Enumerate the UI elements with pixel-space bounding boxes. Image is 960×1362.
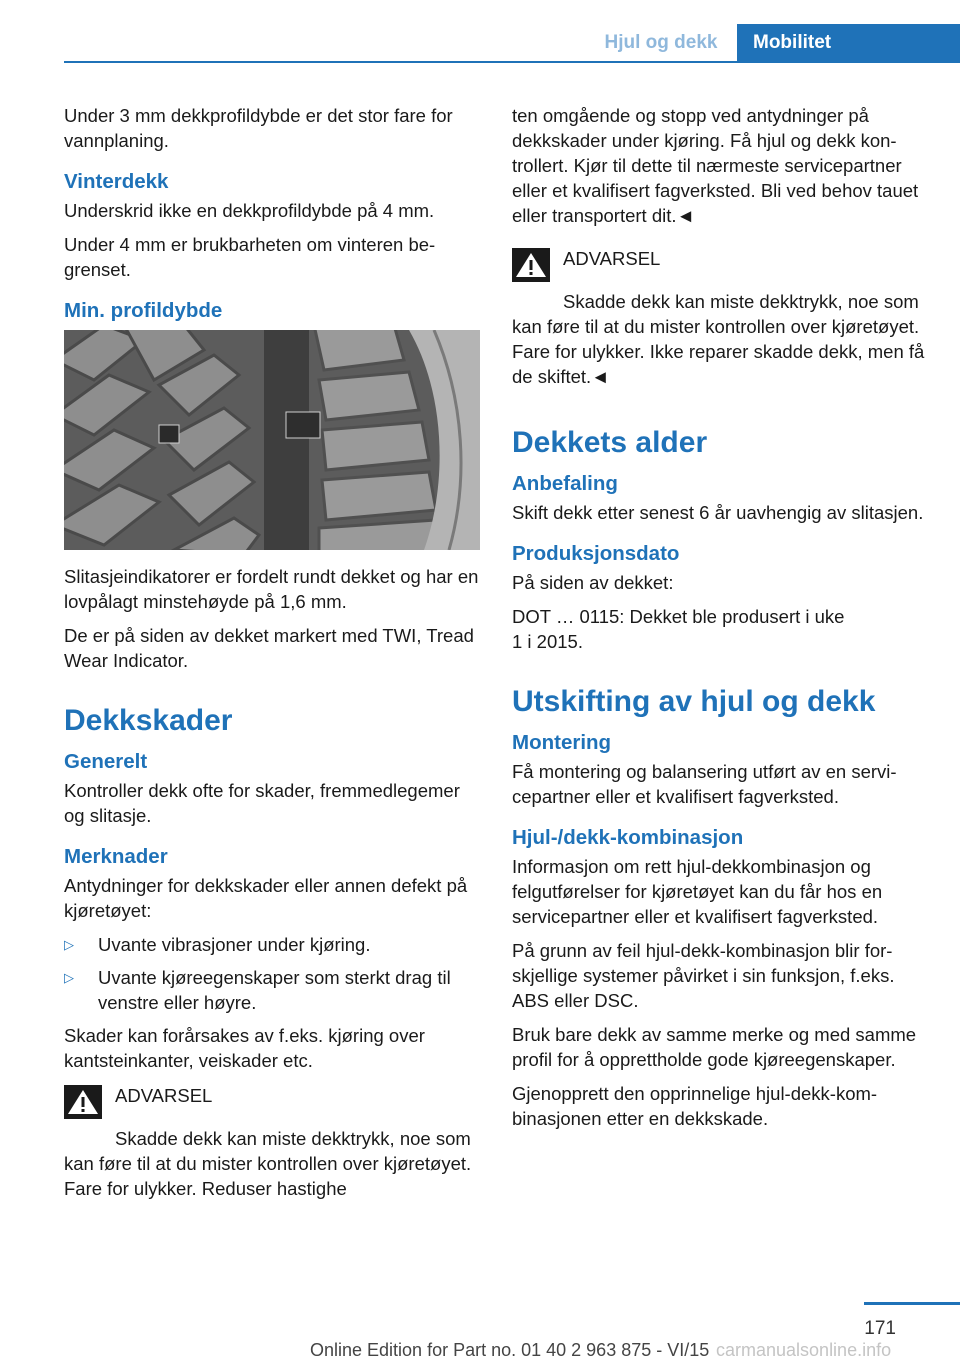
warning-content — [563, 246, 660, 271]
watermark-text: carmanualsonline.info — [716, 1340, 892, 1360]
left-column — [64, 103, 482, 1213]
heading-vinterdekk: Vinterdekk — [64, 170, 169, 193]
produksjon-text-2: DOT … 0115: Dekket ble produsert i uke 1 i 2015. — [512, 606, 845, 652]
vinter-text-2: Under 4 mm er brukbarheten om vinteren begrenset. — [64, 234, 436, 280]
kombinasjon-text-4: Gjenopprett den opprinnelige hjul-dekk-kombinasjonen etter en dekkskade. — [512, 1083, 878, 1129]
warning-triangle-icon — [64, 1085, 102, 1119]
warning-title: ADVARSEL — [563, 248, 661, 269]
warning-block — [64, 1083, 482, 1201]
bullet-list — [64, 932, 482, 1015]
heading-utskifting: Utskifting av hjul og dekk — [512, 685, 876, 718]
anbefaling-text: Skift dekk etter senest 6 år uavhengig av slitasjen. — [512, 502, 924, 523]
warning-triangle-icon — [512, 248, 550, 282]
heading-generelt: Generelt — [64, 750, 148, 773]
warning-header — [512, 246, 930, 282]
warning-text: Skadde dekk kan miste dekktrykk, noe som kan føre til at du mister kontrollen over kjøretøyet. Fare for ulykker. Reduser hastighe — [64, 1128, 472, 1199]
montering-text: Få montering og balansering utført av en servicepartner eller et kvalifisert fagverksted. — [512, 761, 897, 807]
bullet-triangle-icon: ▷ — [64, 970, 74, 985]
right-column — [512, 103, 930, 1140]
list-item-text: Uvante kjøreegenskaper som sterkt drag til venstre eller høyre. — [98, 967, 451, 1013]
heading-anbefaling: Anbefaling — [512, 472, 618, 495]
warning-content — [115, 1083, 212, 1108]
merknader-text: Antydninger for dekkskader eller annen defekt på kjøretøyet: — [64, 875, 468, 921]
warning-title: ADVARSEL — [115, 1085, 213, 1106]
kombinasjon-text-1: Informasjon om rett hjul-dekkombinasjon og felgutførelser for kjøretøyet kan du får hos en servicepartner eller et kvalifisert fagverksted. — [512, 856, 883, 927]
heading-merknader: Merknader — [64, 845, 168, 868]
header-line — [64, 61, 960, 63]
heading-dekkskader: Dekkskader — [64, 704, 233, 737]
header-section-tab[interactable]: Hjul og dekk — [604, 31, 718, 53]
footer-line — [864, 1302, 960, 1305]
twi-text: De er på siden av dekket markert med TWI, Tread Wear Indicator. — [64, 625, 474, 671]
warning-block — [512, 246, 930, 389]
list-item — [64, 965, 482, 1015]
heading-dekkets-alder: Dekkets alder — [512, 426, 708, 459]
list-item-text: Uvante vibrasjoner under kjøring. — [98, 934, 371, 955]
header-chapter-tab[interactable]: Mobilitet — [737, 24, 960, 61]
tire-tread-figure — [64, 330, 480, 550]
slitasje-text: Slitasjeindikatorer er fordelt rundt dekket og har en lovpålagt minstehøyde på 1,6 mm. — [64, 566, 479, 612]
generelt-text: Kontroller dekk ofte for skader, fremmedlegemer og slitasje. — [64, 780, 460, 826]
heading-min-profildybde: Min. profildybde — [64, 299, 223, 322]
intro-text: Under 3 mm dekkprofildybde er det stor fare for vannplaning. — [64, 105, 453, 151]
produksjon-text-1: På siden av dekket: — [512, 572, 674, 593]
vinter-text-1: Underskrid ikke en dekkprofildybde på 4 mm. — [64, 200, 435, 221]
kombinasjon-text-3: Bruk bare dekk av samme merke og med samme profil for å opprettholde gode kjøreegenskaper. — [512, 1024, 917, 1070]
kombinasjon-text-2: På grunn av feil hjul-dekk-kombinasjon blir forskjellige systemer påvirket i sin funksjon, f.eks. ABS eller DSC. — [512, 940, 895, 1011]
heading-produksjonsdato: Produksjonsdato — [512, 542, 680, 565]
bullet-triangle-icon: ▷ — [64, 937, 74, 952]
warning-text: Skadde dekk kan miste dekktrykk, noe som kan føre til at du mister kontrollen over kjøretøyet. Fare for ulykker. Ikke reparer skadde dekk, men få de skiftet.◄ — [512, 291, 925, 387]
aarsak-text: Skader kan forårsakes av f.eks. kjøring over kantsteinkanter, veiskader etc. — [64, 1025, 425, 1071]
heading-montering: Montering — [512, 731, 612, 754]
continued-text: ten omgående og stopp ved antydninger på dekkskader under kjøring. Få hjul og dekk kontrollert. Kjør til dette til nærmeste servicepartner eller et kvalifisert fagverksted. Bli ved behov tauet eller transportert dit.◄ — [512, 105, 919, 226]
list-item — [64, 932, 482, 957]
page-number: 171 — [864, 1318, 896, 1339]
warning-header — [64, 1083, 482, 1119]
edition-text: Online Edition for Part no. 01 40 2 963 875 - VI/15 — [310, 1340, 710, 1360]
heading-kombinasjon: Hjul-/dekk-kombinasjon — [512, 826, 744, 849]
